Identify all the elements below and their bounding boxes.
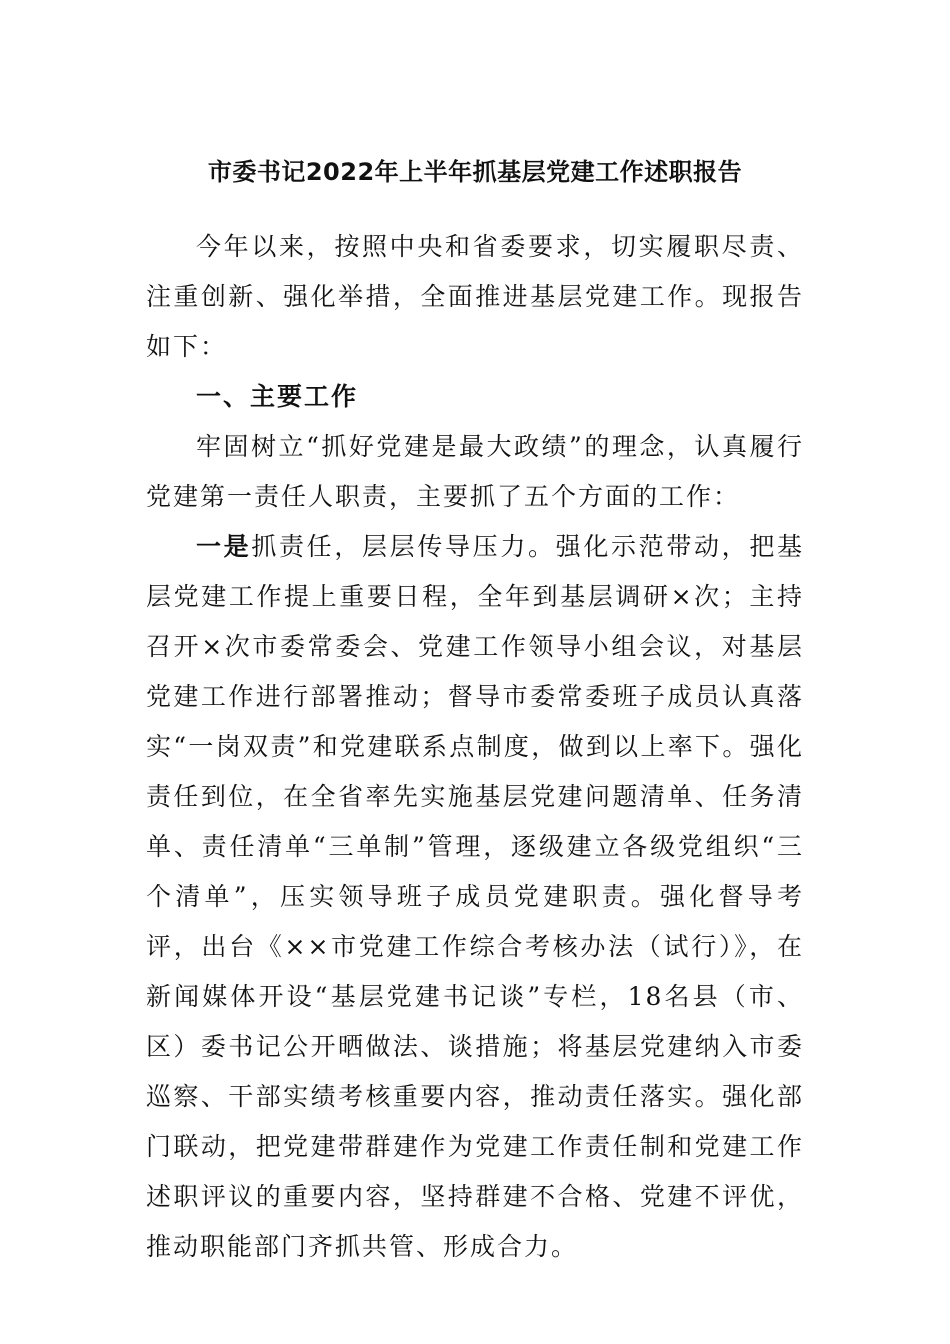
section-heading: 一、主要工作	[196, 382, 359, 411]
section-intro-paragraph: 牢固树立“抓好党建是最大政绩”的理念，认真履行党建第一责任人职责，主要抓了五个方面的工作：	[146, 432, 804, 511]
document-title: 市委书记2022年上半年抓基层党建工作述职报告	[207, 158, 743, 186]
point-one-body: 抓责任，层层传导压力。强化示范带动，把基层党建工作提上重要日程，全年到基层调研×次；主持召开×次市委常委会、党建工作领导小组会议，对基层党建工作进行部署推动；督导市委常委班子成员认真落实“一岗双责”和党建联系点制度，做到以上率下。强化责任到位，在全省率先实施基层党建问题清单、任务清单、责任清单“三单制”管理，逐级建立各级党组织“三个清单”，压实领导班子成员党建职责。强化督导考评，出台《××市党建工作综合考核办法（试行）》，在新闻媒体开设“基层党建书记谈”专栏，18名县（市、区）委书记公开晒做法、谈措施；将基层党建纳入市委巡察、干部实绩考核重要内容，推动责任落实。强化部门联动，把党建带群建作为党建工作责任制和党建工作述职评议的重要内容，坚持群建不合格、党建不评优，推动职能部门齐抓共管、形成合力。	[146, 532, 804, 1261]
point-one-lead: 一是	[196, 532, 252, 561]
document-body	[146, 222, 804, 1272]
point-one-paragraph	[146, 522, 804, 1272]
intro-paragraph: 今年以来，按照中央和省委要求，切实履职尽责、注重创新、强化举措，全面推进基层党建工作。现报告如下：	[146, 232, 804, 361]
